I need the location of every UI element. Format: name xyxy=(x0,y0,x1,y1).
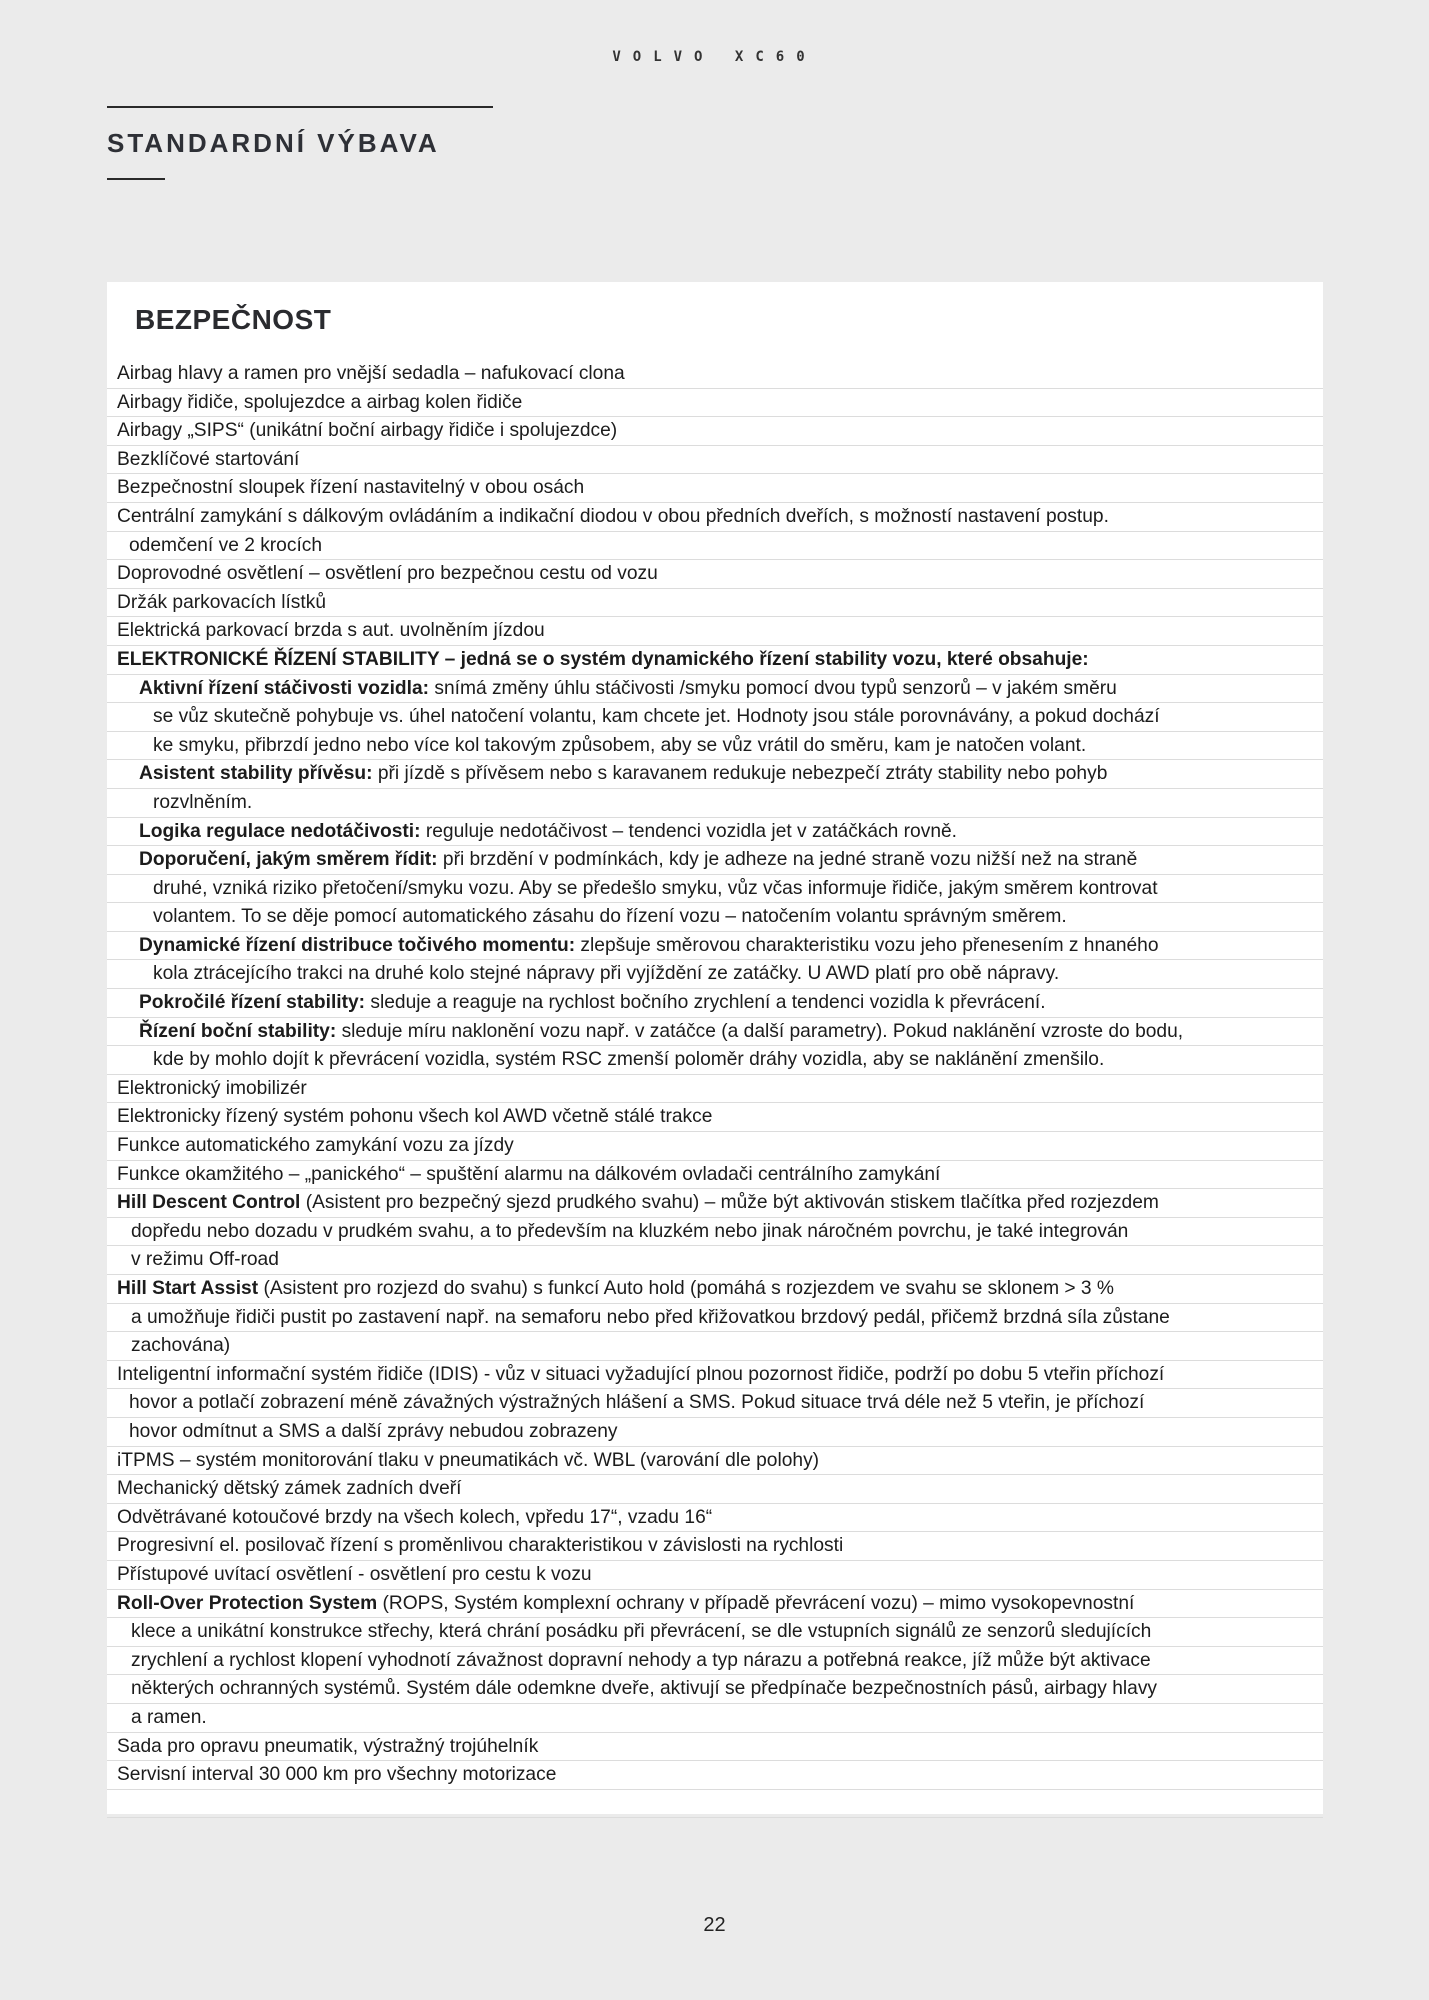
equipment-line xyxy=(107,589,1323,618)
feature-text: snímá změny úhlu stáčivosti /smyku pomocí dvou typů senzorů – v jakém směru xyxy=(429,677,1117,699)
feature-text: Přístupové uvítací osvětlení - osvětlení pro cestu k vozu xyxy=(117,1563,592,1585)
top-rule xyxy=(107,106,493,108)
feature-text: klece a unikátní konstrukce střechy, která chrání posádku při převrácení, se dle vstupních signálů ze senzorů sledujících xyxy=(131,1621,1152,1643)
feature-text: kola ztrácejícího trakci na druhé kolo stejné nápravy při vyjíždění ze zatáčky. U AWD platí pro obě nápravy. xyxy=(153,963,1060,985)
equipment-line xyxy=(107,646,1323,675)
feature-text: sleduje a reaguje na rychlost bočního zrychlení a tendenci vozidla k převrácení. xyxy=(365,992,1046,1014)
feature-text: reguluje nedotáčivost – tendenci vozidla jet v zatáčkách rovně. xyxy=(420,820,958,842)
equipment-line xyxy=(107,989,1323,1018)
brand-name: VOLVO XC60 xyxy=(612,49,817,65)
equipment-line xyxy=(107,932,1323,961)
equipment-line xyxy=(107,760,1323,789)
feature-name: Dynamické řízení distribuce točivého momentu: xyxy=(139,934,576,956)
feature-text: (Asistent pro rozjezd do svahu) s funkcí Auto hold (pomáhá s rozjezdem ve svahu se sklonem > 3 % xyxy=(258,1278,1114,1299)
equipment-line xyxy=(107,1161,1323,1190)
equipment-line xyxy=(107,1218,1323,1247)
page-number: 22 xyxy=(703,1914,726,1936)
equipment-line xyxy=(107,846,1323,875)
feature-text: Sada pro opravu pneumatik, výstražný trojúhelník xyxy=(117,1735,539,1757)
equipment-line xyxy=(107,617,1323,646)
feature-text: při brzdění v podmínkách, kdy je adheze na jedné straně vozu nižší než na straně xyxy=(437,849,1138,871)
equipment-line xyxy=(107,675,1323,704)
feature-text: v režimu Off-road xyxy=(131,1249,279,1271)
feature-text: Bezpečnostní sloupek řízení nastavitelný v obou osách xyxy=(117,477,585,499)
feature-text: Doprovodné osvětlení – osvětlení pro bezpečnou cestu od vozu xyxy=(117,563,658,585)
equipment-line xyxy=(107,703,1323,732)
feature-text: Airbagy řidiče, spolujezdce a airbag kolen řidiče xyxy=(117,391,523,413)
equipment-line xyxy=(107,1733,1323,1762)
feature-text: a umožňuje řidiči pustit po zastavení např. na semaforu nebo před křižovatkou brzdový pedál, přičemž brzdná síla zůstane xyxy=(131,1306,1170,1328)
feature-name: Doporučení, jakým směrem řídit: xyxy=(139,849,438,871)
feature-text: dopředu nebo dozadu v prudkém svahu, a to především na kluzkém nebo jinak náročném povrchu, je také integrován xyxy=(131,1220,1129,1242)
feature-text: sleduje míru naklonění vozu např. v zatáčce (a další parametry). Pokud naklánění vzroste do bodu, xyxy=(336,1020,1184,1042)
equipment-line xyxy=(107,1361,1323,1390)
feature-text: hovor a potlačí zobrazení méně závažných výstražných hlášení a SMS. Pokud situace trvá déle než 5 vteřin, je příchozí xyxy=(129,1392,1145,1414)
feature-text: hovor odmítnut a SMS a další zprávy nebudou zobrazeny xyxy=(129,1420,618,1442)
equipment-line xyxy=(107,1103,1323,1132)
feature-name: Asistent stability přívěsu: xyxy=(139,763,373,785)
feature-text: Progresivní el. posilovač řízení s proměnlivou charakteristikou v závislosti na rychlosti xyxy=(117,1535,844,1557)
feature-text: zrychlení a rychlost klopení vyhodnotí závažnost dopravní nehody a typ nárazu a potřebná reakce, jíž může být aktivace xyxy=(131,1649,1151,1671)
feature-text: při jízdě s přívěsem nebo s karavanem redukuje nebezpečí ztráty stability nebo pohyb xyxy=(372,763,1108,785)
feature-text: Inteligentní informační systém řidiče (IDIS) - vůz v situaci vyžadující plnou pozornost řidiče, podrží po dobu 5 vteřin příchozí xyxy=(117,1363,1165,1385)
feature-text: Servisní interval 30 000 km pro všechny motorizace xyxy=(117,1764,557,1786)
title-underline xyxy=(107,178,165,180)
feature-name: Roll-Over Protection System xyxy=(117,1592,378,1614)
equipment-line xyxy=(107,875,1323,904)
feature-text: Bezklíčové startování xyxy=(117,448,300,470)
feature-name: Řízení boční stability: xyxy=(139,1020,337,1042)
equipment-line xyxy=(107,1275,1323,1304)
equipment-line xyxy=(107,1561,1323,1590)
equipment-line xyxy=(107,1590,1323,1619)
equipment-line xyxy=(107,1418,1323,1447)
feature-text: Centrální zamykání s dálkovým ovládáním a indikační diodou v obou předních dveřích, s možností nastavení postup. xyxy=(117,505,1109,527)
equipment-line xyxy=(107,1504,1323,1533)
feature-text: Airbagy „SIPS“ (unikátní boční airbagy řidiče i spolujezdce) xyxy=(117,420,618,442)
section-title: STANDARDNÍ VÝBAVA xyxy=(107,128,440,158)
equipment-line xyxy=(107,1246,1323,1275)
equipment-line xyxy=(107,389,1323,418)
equipment-line xyxy=(107,732,1323,761)
equipment-line xyxy=(107,1675,1323,1704)
equipment-line xyxy=(107,503,1323,532)
equipment-line xyxy=(107,1761,1323,1790)
feature-text: (Asistent pro bezpečný sjezd prudkého svahu) – může být aktivován stiskem tlačítka před rozjezdem xyxy=(300,1192,1159,1214)
equipment-line xyxy=(107,1189,1323,1218)
feature-text: Elektrická parkovací brzda s aut. uvolněním jízdou xyxy=(117,620,545,642)
equipment-line xyxy=(107,1532,1323,1561)
equipment-line xyxy=(107,903,1323,932)
feature-text: zlepšuje směrovou charakteristiku vozu jeho přenesením z hnaného xyxy=(575,934,1159,956)
equipment-line xyxy=(107,1704,1323,1733)
feature-text: iTPMS – systém monitorování tlaku v pneumatikách vč. WBL (varování dle polohy) xyxy=(117,1449,820,1471)
feature-text: Odvětrávané kotoučové brzdy na všech kolech, vpředu 17“, vzadu 16“ xyxy=(117,1506,713,1528)
feature-text: odemčení ve 2 krocích xyxy=(129,534,323,556)
equipment-line xyxy=(107,818,1323,847)
equipment-line xyxy=(107,1475,1323,1504)
feature-text: Držák parkovacích lístků xyxy=(117,591,327,613)
feature-name: Logika regulace nedotáčivosti: xyxy=(139,820,421,842)
equipment-line xyxy=(107,1618,1323,1647)
equipment-list xyxy=(107,360,1323,1818)
feature-name: Hill Descent Control xyxy=(117,1192,301,1214)
equipment-line xyxy=(107,1046,1323,1075)
equipment-line xyxy=(107,1304,1323,1333)
feature-text: se vůz skutečně pohybuje vs. úhel natočení volantu, kam chcete jet. Hodnoty jsou stále porovnávány, a pokud dochází xyxy=(153,706,1160,728)
equipment-line xyxy=(107,1132,1323,1161)
feature-text: některých ochranných systémů. Systém dále odemkne dveře, aktivují se předpínače bezpečnostních pásů, airbagy hlavy xyxy=(131,1678,1158,1700)
feature-name: Hill Start Assist xyxy=(117,1278,259,1299)
equipment-line xyxy=(107,532,1323,561)
equipment-line xyxy=(107,1389,1323,1418)
feature-name: Pokročilé řízení stability: xyxy=(139,992,366,1014)
equipment-line xyxy=(107,474,1323,503)
equipment-line xyxy=(107,1790,1323,1819)
feature-text: ke smyku, přibrzdí jedno nebo více kol takovým způsobem, aby se vůz vrátil do směru, kam je natočen volant. xyxy=(153,734,1087,756)
feature-name: ELEKTRONICKÉ ŘÍZENÍ STABILITY – jedná se o systém dynamického řízení stability vozu, které obsahuje: xyxy=(117,648,1089,670)
card-title: BEZPEČNOST xyxy=(135,304,332,335)
equipment-line xyxy=(107,360,1323,389)
equipment-line xyxy=(107,789,1323,818)
equipment-line xyxy=(107,1332,1323,1361)
equipment-line xyxy=(107,560,1323,589)
equipment-line xyxy=(107,1075,1323,1104)
feature-text: rozvlněním. xyxy=(153,791,253,813)
equipment-line xyxy=(107,1647,1323,1676)
feature-text: Elektronický imobilizér xyxy=(117,1077,307,1099)
feature-text: Funkce okamžitého – „panického“ – spuštění alarmu na dálkovém ovladači centrálního zamykání xyxy=(117,1163,941,1185)
equipment-line xyxy=(107,1447,1323,1476)
feature-name: Aktivní řízení stáčivosti vozidla: xyxy=(139,677,430,699)
feature-text: volantem. To se děje pomocí automatického zásahu do řízení vozu – natočením volantu správným směrem. xyxy=(153,906,1067,928)
feature-text: Airbag hlavy a ramen pro vnější sedadla – nafukovací clona xyxy=(117,363,625,384)
feature-text: a ramen. xyxy=(131,1706,207,1728)
feature-text: kde by mohlo dojít k převrácení vozidla, systém RSC zmenší poloměr dráhy vozidla, aby se naklánění zmenšilo. xyxy=(153,1049,1105,1071)
feature-text: Mechanický dětský zámek zadních dveří xyxy=(117,1478,462,1500)
feature-text: (ROPS, Systém komplexní ochrany v případě převrácení vozu) – mimo vysokopevnostní xyxy=(377,1592,1135,1614)
feature-text: druhé, vzniká riziko přetočení/smyku vozu. Aby se předešlo smyku, vůz včas informuje řidiče, jakým směrem kontrovat xyxy=(153,877,1158,899)
equipment-line xyxy=(107,417,1323,446)
feature-text: zachována) xyxy=(131,1335,231,1357)
equipment-line xyxy=(107,446,1323,475)
equipment-line xyxy=(107,1018,1323,1047)
equipment-line xyxy=(107,960,1323,989)
feature-text: Funkce automatického zamykání vozu za jízdy xyxy=(117,1135,514,1157)
feature-text: Elektronicky řízený systém pohonu všech kol AWD včetně stálé trakce xyxy=(117,1106,713,1128)
